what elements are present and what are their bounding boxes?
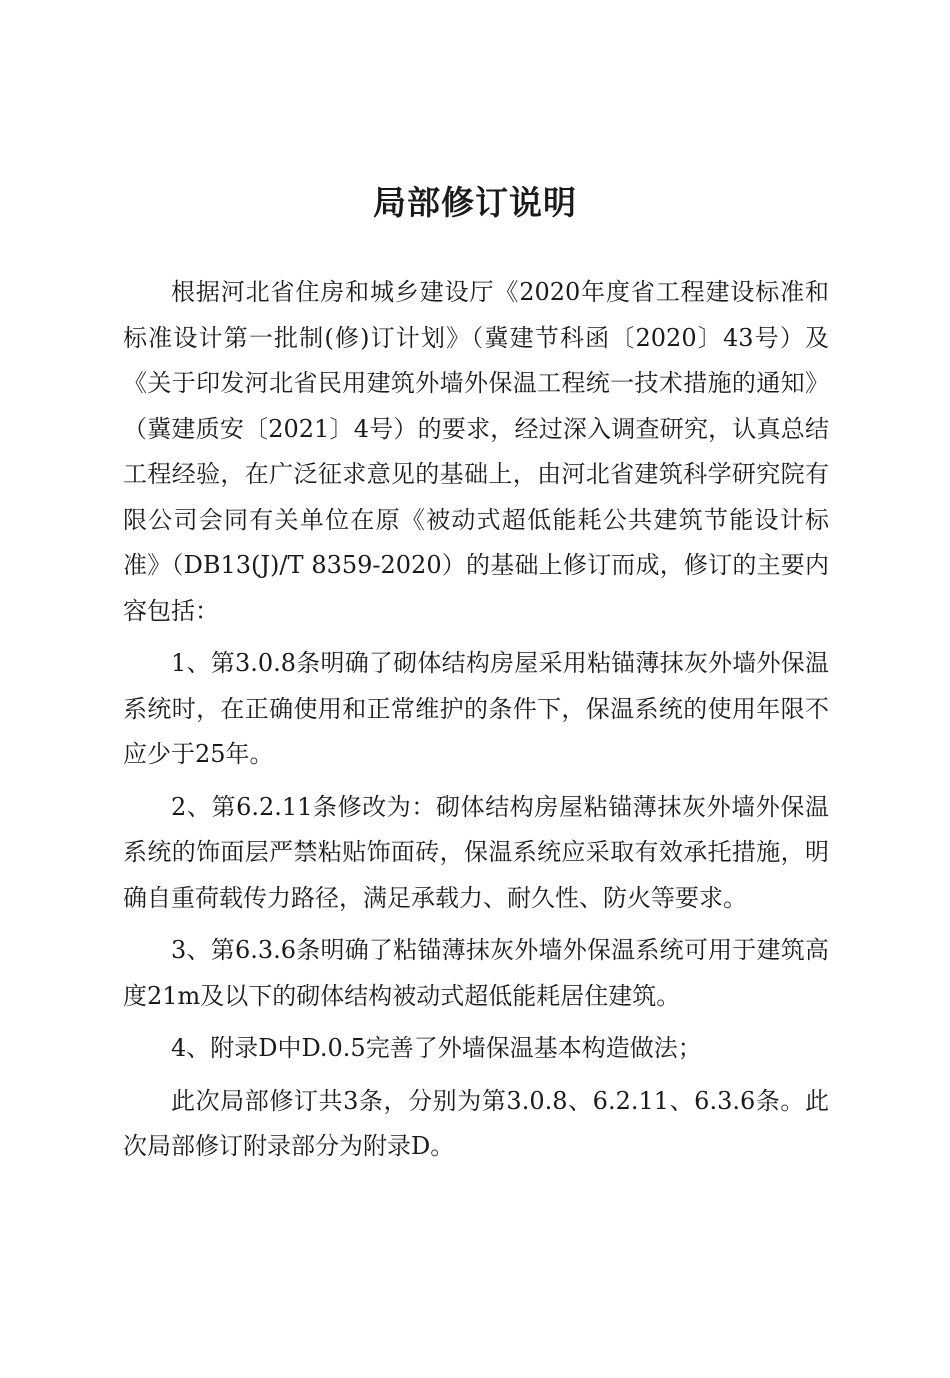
document-title: 局部修订说明 xyxy=(373,183,577,222)
paragraph-summary: 此次局部修订共3条，分别为第3.0.8、6.2.11、6.3.6条。此次局部修订附录部分为附录D。 xyxy=(123,1086,829,1160)
paragraph-item-2: 2、第6.2.11条修改为：砌体结构房屋粘锚薄抹灰外墙外保温系统的饰面层严禁粘贴饰面砖，保温系统应采取有效承托措施，明确自重荷载传力路径，满足承载力、耐久性、防火等要求。 xyxy=(123,792,829,912)
paragraph-item-4: 4、附录D中D.0.5完善了外墙保温基本构造做法； xyxy=(171,1034,702,1062)
paragraph-intro: 根据河北省住房和城乡建设厅《2020年度省工程建设标准和标准设计第一批制(修)订计划》（冀建节科函〔2020〕43号）及《关于印发河北省民用建筑外墙外保温工程统一技术措施的通知》（冀建质安〔2021〕4号）的要求，经过深入调查研究，认真总结工程经验，在广泛征求意见的基础上，由河北省建筑科学研究院有限公司会同有关单位在原《被动式超低能耗公共建筑节能设计标准》（DB13(J)/T 8359-2020）的基础上修订而成，修订的主要内容包括： xyxy=(123,278,829,625)
paragraph-item-1: 1、第3.0.8条明确了砌体结构房屋采用粘锚薄抹灰外墙外保温系统时，在正确使用和正常维护的条件下，保温系统的使用年限不应少于25年。 xyxy=(123,649,829,768)
document-body xyxy=(123,270,829,1177)
paragraph-item-3: 3、第6.3.6条明确了粘锚薄抹灰外墙外保温系统可用于建筑高度21m及以下的砌体结构被动式超低能耗居住建筑。 xyxy=(123,936,829,1010)
